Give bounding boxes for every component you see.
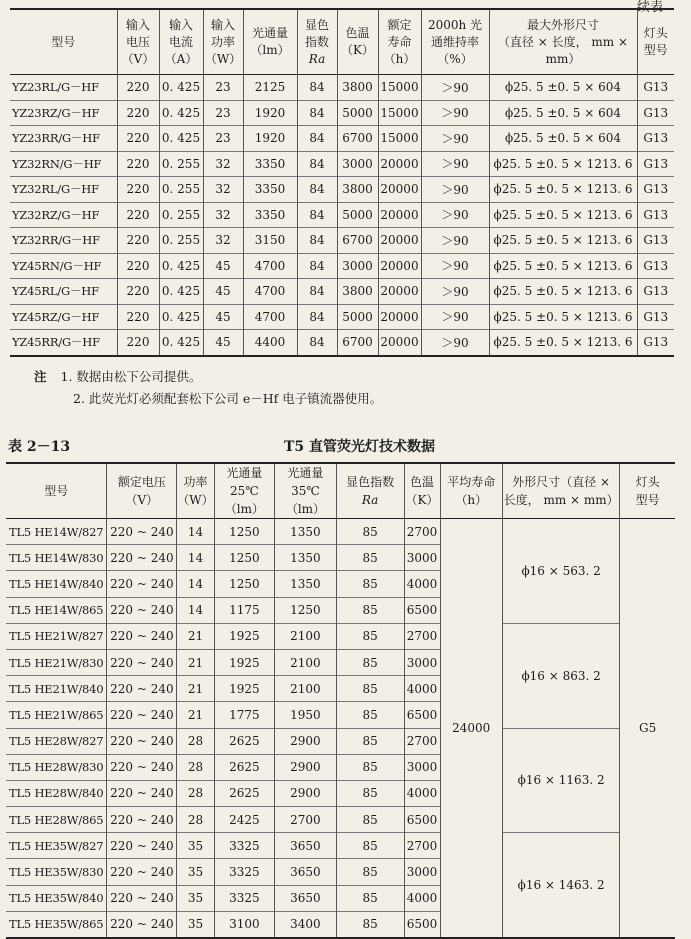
cell-current: 0. 425: [159, 304, 203, 330]
table-row: [10, 304, 674, 330]
cell-maint: ＞90: [421, 228, 489, 254]
cell-power: 45: [203, 330, 243, 356]
cell-cct: 2700: [404, 623, 440, 649]
cell-flux25: 2425: [214, 807, 275, 833]
cell-ra: 84: [297, 228, 337, 254]
cell-ra: 85: [336, 780, 404, 806]
cell-voltage: 220 ~ 240: [107, 728, 177, 754]
cell-flux: 1920: [243, 100, 297, 126]
cell-ra: 85: [336, 833, 404, 859]
cell-size: ϕ25. 5 ±0. 5 × 1213. 6: [489, 151, 637, 177]
cell-flux25: 1925: [214, 649, 275, 675]
cell-flux35: 1950: [275, 702, 337, 728]
table-header-row: [10, 9, 674, 75]
cell-cct: 6500: [404, 597, 440, 623]
cell-flux: 1920: [243, 126, 297, 152]
cell-flux: 2125: [243, 75, 297, 101]
cell-flux: 4700: [243, 304, 297, 330]
table-row: [10, 177, 674, 203]
cell-voltage: 220 ~ 240: [107, 780, 177, 806]
cell-cap: G13: [637, 126, 674, 152]
header-flux: 光通量 （lm）: [243, 9, 297, 75]
header-ra: 显色 指数 Ra: [297, 9, 337, 75]
note-item: 1. 数据由松下公司提供。: [60, 369, 202, 384]
table-row: [10, 330, 674, 356]
cell-cct: 6500: [404, 911, 440, 938]
header-life: 额定 寿命 （h）: [378, 9, 421, 75]
continued-label: 续表: [636, 0, 663, 15]
table-row: [10, 126, 674, 152]
table-row: [6, 623, 675, 649]
cell-flux25: 1775: [214, 702, 275, 728]
panasonic-lamp-table: [10, 8, 674, 357]
cell-voltage: 220 ~ 240: [107, 833, 177, 859]
cell-flux25: 3325: [214, 885, 275, 911]
header-model: 型号: [6, 463, 107, 519]
cell-voltage: 220 ~ 240: [107, 597, 177, 623]
cell-maint: ＞90: [421, 100, 489, 126]
cell-model: TL5 HE14W/830: [6, 545, 107, 571]
cell-voltage: 220 ~ 240: [107, 911, 177, 938]
cell-cct: 2700: [404, 728, 440, 754]
table-row: [6, 519, 675, 545]
cell-voltage: 220: [117, 177, 159, 203]
cell-life: 24000: [440, 519, 502, 939]
cell-maint: ＞90: [421, 202, 489, 228]
cell-ra: 84: [297, 253, 337, 279]
table-notes: [34, 366, 382, 410]
table-row: [6, 833, 675, 859]
cell-current: 0. 425: [159, 100, 203, 126]
cell-size: ϕ16 × 563. 2: [502, 519, 619, 624]
header-power: 功率 （W）: [177, 463, 214, 519]
table-row: [10, 279, 674, 305]
cell-flux35: 1350: [275, 519, 337, 545]
cell-ra: 85: [336, 911, 404, 938]
cell-model: TL5 HE28W/840: [6, 780, 107, 806]
cell-model: TL5 HE14W/840: [6, 571, 107, 597]
cell-flux35: 2900: [275, 754, 337, 780]
cell-ra: 85: [336, 754, 404, 780]
cell-cct: 6700: [337, 228, 378, 254]
cell-power: 23: [203, 100, 243, 126]
cell-cap: G13: [637, 304, 674, 330]
cell-life: 20000: [378, 330, 421, 356]
cell-cap: G13: [637, 228, 674, 254]
cell-voltage: 220 ~ 240: [107, 649, 177, 675]
cell-maint: ＞90: [421, 304, 489, 330]
cell-current: 0. 255: [159, 202, 203, 228]
cell-life: 20000: [378, 304, 421, 330]
cell-power: 21: [177, 676, 214, 702]
cell-ra: 85: [336, 859, 404, 885]
cell-cap: G13: [637, 177, 674, 203]
cell-model: YZ45RR/G－HF: [10, 330, 117, 356]
cell-voltage: 220 ~ 240: [107, 859, 177, 885]
cell-maint: ＞90: [421, 177, 489, 203]
cell-current: 0. 425: [159, 279, 203, 305]
cell-ra: 85: [336, 519, 404, 545]
cell-cap: G5: [620, 519, 675, 939]
table-row: [10, 75, 674, 101]
cell-model: YZ45RZ/G－HF: [10, 304, 117, 330]
cell-flux35: 2100: [275, 676, 337, 702]
cell-voltage: 220 ~ 240: [107, 519, 177, 545]
cell-flux: 4400: [243, 330, 297, 356]
cell-current: 0. 255: [159, 151, 203, 177]
cell-voltage: 220 ~ 240: [107, 807, 177, 833]
cell-power: 28: [177, 807, 214, 833]
cell-cct: 5000: [337, 202, 378, 228]
cell-flux35: 2100: [275, 623, 337, 649]
cell-cct: 3000: [404, 545, 440, 571]
cell-power: 45: [203, 253, 243, 279]
cell-model: YZ32RR/G－HF: [10, 228, 117, 254]
table-row: [6, 728, 675, 754]
cell-life: 20000: [378, 151, 421, 177]
cell-ra: 84: [297, 151, 337, 177]
cell-voltage: 220 ~ 240: [107, 754, 177, 780]
cell-cap: G13: [637, 279, 674, 305]
cell-current: 0. 425: [159, 75, 203, 101]
cell-flux25: 2625: [214, 780, 275, 806]
cell-size: ϕ25. 5 ±0. 5 × 1213. 6: [489, 330, 637, 356]
cell-size: ϕ16 × 1463. 2: [502, 833, 619, 938]
header-maintenance: 2000h 光 通维持率 （%）: [421, 9, 489, 75]
cell-cct: 2700: [404, 519, 440, 545]
cell-cct: 3800: [337, 279, 378, 305]
cell-model: TL5 HE28W/827: [6, 728, 107, 754]
cell-cct: 4000: [404, 780, 440, 806]
cell-voltage: 220 ~ 240: [107, 623, 177, 649]
cell-size: ϕ25. 5 ±0. 5 × 1213. 6: [489, 177, 637, 203]
cell-cap: G13: [637, 330, 674, 356]
cell-ra: 84: [297, 304, 337, 330]
header-cap: 灯头 型号: [637, 9, 674, 75]
cell-current: 0. 255: [159, 177, 203, 203]
cell-model: TL5 HE35W/840: [6, 885, 107, 911]
cell-cct: 6500: [404, 702, 440, 728]
cell-flux25: 1250: [214, 545, 275, 571]
cell-flux25: 3325: [214, 859, 275, 885]
cell-ra: 84: [297, 330, 337, 356]
cell-flux25: 3100: [214, 911, 275, 938]
cell-life: 15000: [378, 126, 421, 152]
cell-size: ϕ25. 5 ±0. 5 × 604: [489, 126, 637, 152]
table-row: [10, 202, 674, 228]
cell-size: ϕ25. 5 ±0. 5 × 1213. 6: [489, 228, 637, 254]
cell-life: 20000: [378, 253, 421, 279]
cell-current: 0. 255: [159, 228, 203, 254]
cell-power: 45: [203, 279, 243, 305]
cell-flux25: 1925: [214, 623, 275, 649]
cell-ra: 84: [297, 202, 337, 228]
table-header-row: [6, 463, 675, 519]
cell-power: 35: [177, 859, 214, 885]
cell-size: ϕ16 × 1163. 2: [502, 728, 619, 833]
header-cap: 灯头 型号: [620, 463, 675, 519]
cell-ra: 84: [297, 279, 337, 305]
cell-voltage: 220: [117, 151, 159, 177]
cell-flux35: 1350: [275, 571, 337, 597]
cell-power: 14: [177, 545, 214, 571]
cell-model: TL5 HE21W/830: [6, 649, 107, 675]
header-voltage: 输入 电压 （V）: [117, 9, 159, 75]
cell-cct: 3000: [404, 649, 440, 675]
table-row: [10, 151, 674, 177]
cell-flux25: 1925: [214, 676, 275, 702]
cell-ra: 85: [336, 597, 404, 623]
cell-maint: ＞90: [421, 330, 489, 356]
cell-voltage: 220 ~ 240: [107, 571, 177, 597]
cell-model: TL5 HE35W/827: [6, 833, 107, 859]
cell-cct: 2700: [404, 833, 440, 859]
cell-power: 28: [177, 728, 214, 754]
cell-ra: 85: [336, 885, 404, 911]
cell-cct: 6700: [337, 126, 378, 152]
cell-flux: 3350: [243, 177, 297, 203]
cell-power: 32: [203, 202, 243, 228]
cell-maint: ＞90: [421, 126, 489, 152]
cell-power: 14: [177, 519, 214, 545]
cell-flux35: 3650: [275, 885, 337, 911]
header-ra: 显色指数 Ra: [336, 463, 404, 519]
cell-cct: 3000: [337, 151, 378, 177]
cell-cct: 4000: [404, 885, 440, 911]
cell-model: YZ32RZ/G－HF: [10, 202, 117, 228]
cell-voltage: 220 ~ 240: [107, 885, 177, 911]
cell-maint: ＞90: [421, 151, 489, 177]
header-power: 输入 功率 （W）: [203, 9, 243, 75]
cell-power: 32: [203, 151, 243, 177]
cell-cap: G13: [637, 100, 674, 126]
cell-ra: 85: [336, 728, 404, 754]
cell-model: YZ23RL/G－HF: [10, 75, 117, 101]
cell-model: TL5 HE21W/865: [6, 702, 107, 728]
cell-flux: 3150: [243, 228, 297, 254]
cell-power: 21: [177, 649, 214, 675]
cell-voltage: 220: [117, 228, 159, 254]
cell-cap: G13: [637, 75, 674, 101]
cell-cct: 5000: [337, 304, 378, 330]
header-voltage: 额定电压 （V）: [107, 463, 177, 519]
cell-flux: 3350: [243, 202, 297, 228]
cell-ra: 84: [297, 75, 337, 101]
t5-lamp-table: [6, 462, 675, 939]
note-item: 2. 此荧光灯必须配套松下公司 e－Hf 电子镇流器使用。: [73, 391, 383, 406]
cell-model: YZ45RN/G－HF: [10, 253, 117, 279]
cell-size: ϕ25. 5 ±0. 5 × 1213. 6: [489, 304, 637, 330]
cell-cct: 3800: [337, 75, 378, 101]
cell-life: 15000: [378, 75, 421, 101]
cell-cap: G13: [637, 151, 674, 177]
cell-model: YZ23RZ/G－HF: [10, 100, 117, 126]
cell-voltage: 220: [117, 100, 159, 126]
table-row: [10, 253, 674, 279]
cell-size: ϕ16 × 863. 2: [502, 623, 619, 728]
cell-voltage: 220: [117, 330, 159, 356]
cell-maint: ＞90: [421, 279, 489, 305]
cell-ra: 85: [336, 649, 404, 675]
cell-cct: 5000: [337, 100, 378, 126]
cell-power: 14: [177, 597, 214, 623]
cell-current: 0. 425: [159, 330, 203, 356]
header-flux-35: 光通量 35℃ （lm）: [275, 463, 337, 519]
cell-flux35: 3400: [275, 911, 337, 938]
cell-flux25: 1175: [214, 597, 275, 623]
cell-flux25: 2625: [214, 728, 275, 754]
notes-label: 注: [34, 369, 47, 384]
header-cct: 色温 （K）: [337, 9, 378, 75]
cell-flux35: 1250: [275, 597, 337, 623]
cell-power: 21: [177, 702, 214, 728]
cell-power: 28: [177, 780, 214, 806]
cell-size: ϕ25. 5 ±0. 5 × 1213. 6: [489, 279, 637, 305]
cell-model: YZ23RR/G－HF: [10, 126, 117, 152]
cell-cap: G13: [637, 253, 674, 279]
cell-power: 32: [203, 177, 243, 203]
cell-cct: 6500: [404, 807, 440, 833]
cell-model: TL5 HE21W/840: [6, 676, 107, 702]
cell-flux35: 2700: [275, 807, 337, 833]
cell-power: 21: [177, 623, 214, 649]
cell-voltage: 220 ~ 240: [107, 545, 177, 571]
header-size: 外形尺寸（直径 × 长度， mm × mm）: [502, 463, 619, 519]
cell-model: TL5 HE14W/865: [6, 597, 107, 623]
cell-size: ϕ25. 5 ±0. 5 × 604: [489, 75, 637, 101]
cell-model: TL5 HE21W/827: [6, 623, 107, 649]
cell-ra: 85: [336, 545, 404, 571]
cell-power: 45: [203, 304, 243, 330]
cell-power: 23: [203, 126, 243, 152]
cell-life: 20000: [378, 279, 421, 305]
cell-power: 35: [177, 911, 214, 938]
cell-life: 20000: [378, 177, 421, 203]
cell-power: 35: [177, 885, 214, 911]
cell-cct: 3800: [337, 177, 378, 203]
table-title: T5 直管荧光灯技术数据: [284, 439, 436, 455]
cell-power: 35: [177, 833, 214, 859]
cell-life: 20000: [378, 202, 421, 228]
header-life: 平均寿命 （h）: [440, 463, 502, 519]
cell-power: 28: [177, 754, 214, 780]
cell-power: 14: [177, 571, 214, 597]
cell-model: YZ32RL/G－HF: [10, 177, 117, 203]
table-row: [10, 228, 674, 254]
cell-flux: 3350: [243, 151, 297, 177]
header-cct: 色温 （K）: [404, 463, 440, 519]
cell-model: TL5 HE35W/830: [6, 859, 107, 885]
cell-flux: 4700: [243, 279, 297, 305]
cell-cct: 4000: [404, 676, 440, 702]
cell-life: 20000: [378, 228, 421, 254]
cell-flux25: 3325: [214, 833, 275, 859]
cell-cct: 3000: [404, 754, 440, 780]
cell-flux35: 2900: [275, 780, 337, 806]
cell-cap: G13: [637, 202, 674, 228]
cell-ra: 84: [297, 100, 337, 126]
cell-power: 23: [203, 75, 243, 101]
table-number: 表 2－13: [8, 439, 71, 455]
cell-cct: 4000: [404, 571, 440, 597]
cell-flux35: 2900: [275, 728, 337, 754]
cell-flux25: 2625: [214, 754, 275, 780]
cell-voltage: 220: [117, 126, 159, 152]
cell-voltage: 220: [117, 279, 159, 305]
cell-model: YZ32RN/G－HF: [10, 151, 117, 177]
cell-ra: 85: [336, 623, 404, 649]
cell-maint: ＞90: [421, 253, 489, 279]
cell-voltage: 220: [117, 304, 159, 330]
cell-cct: 3000: [337, 253, 378, 279]
cell-power: 32: [203, 228, 243, 254]
header-flux-25: 光通量 25℃ （lm）: [214, 463, 275, 519]
cell-size: ϕ25. 5 ±0. 5 × 604: [489, 100, 637, 126]
cell-ra: 84: [297, 126, 337, 152]
table-row: [10, 100, 674, 126]
cell-ra: 85: [336, 807, 404, 833]
cell-flux25: 1250: [214, 519, 275, 545]
cell-size: ϕ25. 5 ±0. 5 × 1213. 6: [489, 202, 637, 228]
cell-cct: 3000: [404, 859, 440, 885]
header-size: 最大外形尺寸 （直径 × 长度， mm × mm）: [489, 9, 637, 75]
cell-flux: 4700: [243, 253, 297, 279]
cell-voltage: 220: [117, 202, 159, 228]
cell-voltage: 220 ~ 240: [107, 676, 177, 702]
cell-cct: 6700: [337, 330, 378, 356]
cell-flux35: 3650: [275, 833, 337, 859]
cell-ra: 85: [336, 676, 404, 702]
cell-maint: ＞90: [421, 75, 489, 101]
cell-current: 0. 425: [159, 253, 203, 279]
cell-model: YZ45RL/G－HF: [10, 279, 117, 305]
cell-ra: 84: [297, 177, 337, 203]
cell-model: TL5 HE28W/865: [6, 807, 107, 833]
cell-current: 0. 425: [159, 126, 203, 152]
cell-flux35: 2100: [275, 649, 337, 675]
cell-flux25: 1250: [214, 571, 275, 597]
cell-model: TL5 HE14W/827: [6, 519, 107, 545]
cell-ra: 85: [336, 702, 404, 728]
cell-ra: 85: [336, 571, 404, 597]
cell-model: TL5 HE28W/830: [6, 754, 107, 780]
cell-life: 15000: [378, 100, 421, 126]
cell-voltage: 220: [117, 75, 159, 101]
cell-model: TL5 HE35W/865: [6, 911, 107, 938]
cell-voltage: 220 ~ 240: [107, 702, 177, 728]
cell-flux35: 3650: [275, 859, 337, 885]
header-model: 型号: [10, 9, 117, 75]
cell-flux35: 1350: [275, 545, 337, 571]
header-current: 输入 电流 （A）: [159, 9, 203, 75]
cell-voltage: 220: [117, 253, 159, 279]
cell-size: ϕ25. 5 ±0. 5 × 1213. 6: [489, 253, 637, 279]
